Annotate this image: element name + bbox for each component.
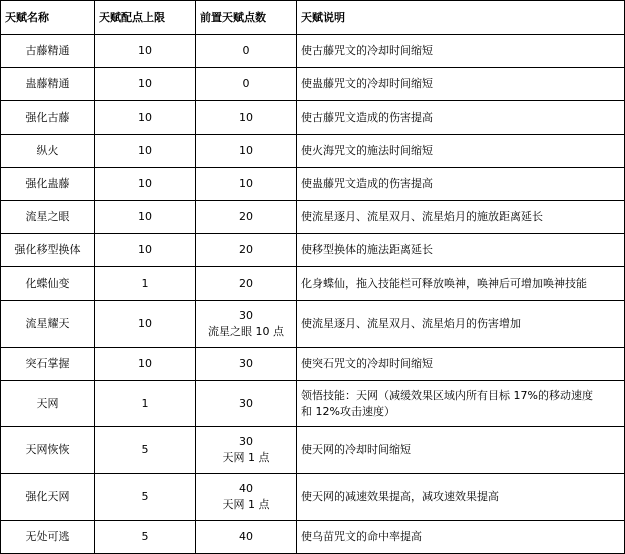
talent-prereq-points (196, 474, 297, 521)
table-row (1, 201, 625, 234)
talent-max-points: 10 (95, 35, 196, 68)
talent-name: 天网恢恢 (1, 427, 95, 474)
prereq-points-value: 10 (239, 110, 253, 124)
table-row (1, 474, 625, 521)
talent-prereq-points (196, 267, 297, 301)
header-prereq-points: 前置天赋点数 (196, 1, 297, 35)
description-line: 领悟技能：天网（减缓效果区域内所有目标 17%的移动速度 (301, 388, 593, 402)
prereq-points-value: 40 (239, 482, 253, 495)
talent-prereq-points (196, 427, 297, 474)
talent-max-points: 1 (95, 381, 196, 427)
talent-name: 突石掌握 (1, 348, 95, 381)
talent-max-points: 5 (95, 427, 196, 474)
prereq-points-value: 40 (239, 530, 253, 543)
talent-prereq-points (196, 201, 297, 234)
table-header (1, 1, 625, 35)
header-max-points: 天赋配点上限 (95, 1, 196, 35)
talent-name: 流星耀天 (1, 301, 95, 348)
prereq-requirement: 天网 1 点 (222, 451, 270, 464)
prereq-points-value: 10 (239, 177, 253, 190)
talent-max-points: 1 (95, 267, 196, 301)
table-row (1, 35, 625, 68)
talent-name: 强化蛊藤 (1, 168, 95, 201)
prereq-points-value: 20 (239, 210, 253, 223)
prereq-requirement: 天网 1 点 (222, 498, 270, 511)
table-row (1, 68, 625, 101)
talent-description: 使蛊藤咒文造成的伤害提高 (297, 168, 625, 201)
talent-name: 强化天网 (1, 474, 95, 521)
talent-description: 使天网的减速效果提高，减攻速效果提高 (297, 474, 625, 521)
description-line: 和 12%攻击速度） (301, 404, 395, 418)
prereq-points-value: 30 (239, 435, 253, 448)
prereq-points-value: 0 (242, 77, 250, 90)
table-row (1, 348, 625, 381)
prereq-points-value: 10 (239, 144, 253, 157)
prereq-points-value: 30 (239, 309, 253, 322)
talent-name: 古藤精通 (1, 35, 95, 68)
table-row (1, 427, 625, 474)
talent-description: 使火海咒文的施法时间缩短 (297, 135, 625, 168)
talent-name: 天网 (1, 381, 95, 427)
talent-prereq-points (196, 135, 297, 168)
talent-name: 强化古藤 (1, 101, 95, 135)
talent-name: 纵火 (1, 135, 95, 168)
talent-max-points: 10 (95, 101, 196, 135)
prereq-points-value: 30 (239, 396, 253, 410)
talent-prereq-points (196, 381, 297, 427)
talent-max-points: 5 (95, 474, 196, 521)
table-row (1, 521, 625, 554)
table-row (1, 135, 625, 168)
table-row (1, 267, 625, 301)
talent-description: 使流星逐月、流星双月、流星焰月的伤害增加 (297, 301, 625, 348)
prereq-requirement: 流星之眼 10 点 (208, 325, 284, 338)
prereq-points-value: 20 (239, 243, 253, 256)
talent-max-points: 10 (95, 234, 196, 267)
talent-description: 使流星逐月、流星双月、流星焰月的施放距离延长 (297, 201, 625, 234)
talent-max-points: 10 (95, 201, 196, 234)
talent-name: 强化移型换体 (1, 234, 95, 267)
table-row (1, 301, 625, 348)
talent-name: 化蝶仙变 (1, 267, 95, 301)
talent-max-points: 10 (95, 68, 196, 101)
header-talent-name: 天赋名称 (1, 1, 95, 35)
talent-name: 流星之眼 (1, 201, 95, 234)
talent-description: 使突石咒文的冷却时间缩短 (297, 348, 625, 381)
talent-name: 蛊藤精通 (1, 68, 95, 101)
talent-prereq-points (196, 35, 297, 68)
prereq-points-value: 30 (239, 357, 253, 370)
talent-name: 无处可逃 (1, 521, 95, 554)
talent-description: 使蛊藤咒文的冷却时间缩短 (297, 68, 625, 101)
talent-prereq-points (196, 521, 297, 554)
talent-prereq-points (196, 101, 297, 135)
talent-max-points: 10 (95, 135, 196, 168)
talent-description: 化身蝶仙，拖入技能栏可释放唤神，唤神后可增加唤神技能 (297, 267, 625, 301)
talent-description: 使天网的冷却时间缩短 (297, 427, 625, 474)
prereq-points-value: 0 (242, 44, 250, 57)
talent-max-points: 5 (95, 521, 196, 554)
table-row (1, 234, 625, 267)
table-row (1, 168, 625, 201)
talent-description: 使古藤咒文造成的伤害提高 (297, 101, 625, 135)
talent-max-points: 10 (95, 348, 196, 381)
prereq-points-value: 20 (239, 276, 253, 290)
talent-description (297, 381, 625, 427)
talent-description: 使古藤咒文的冷却时间缩短 (297, 35, 625, 68)
table-body (1, 35, 625, 554)
talent-prereq-points (196, 168, 297, 201)
header-description: 天赋说明 (297, 1, 625, 35)
talent-max-points: 10 (95, 301, 196, 348)
talent-max-points: 10 (95, 168, 196, 201)
table-row (1, 381, 625, 427)
talent-prereq-points (196, 348, 297, 381)
talent-prereq-points (196, 301, 297, 348)
talent-description: 使移型换体的施法距离延长 (297, 234, 625, 267)
table-row (1, 101, 625, 135)
talent-prereq-points (196, 234, 297, 267)
talent-prereq-points (196, 68, 297, 101)
header-row (1, 1, 625, 35)
talent-description: 使乌苗咒文的命中率提高 (297, 521, 625, 554)
